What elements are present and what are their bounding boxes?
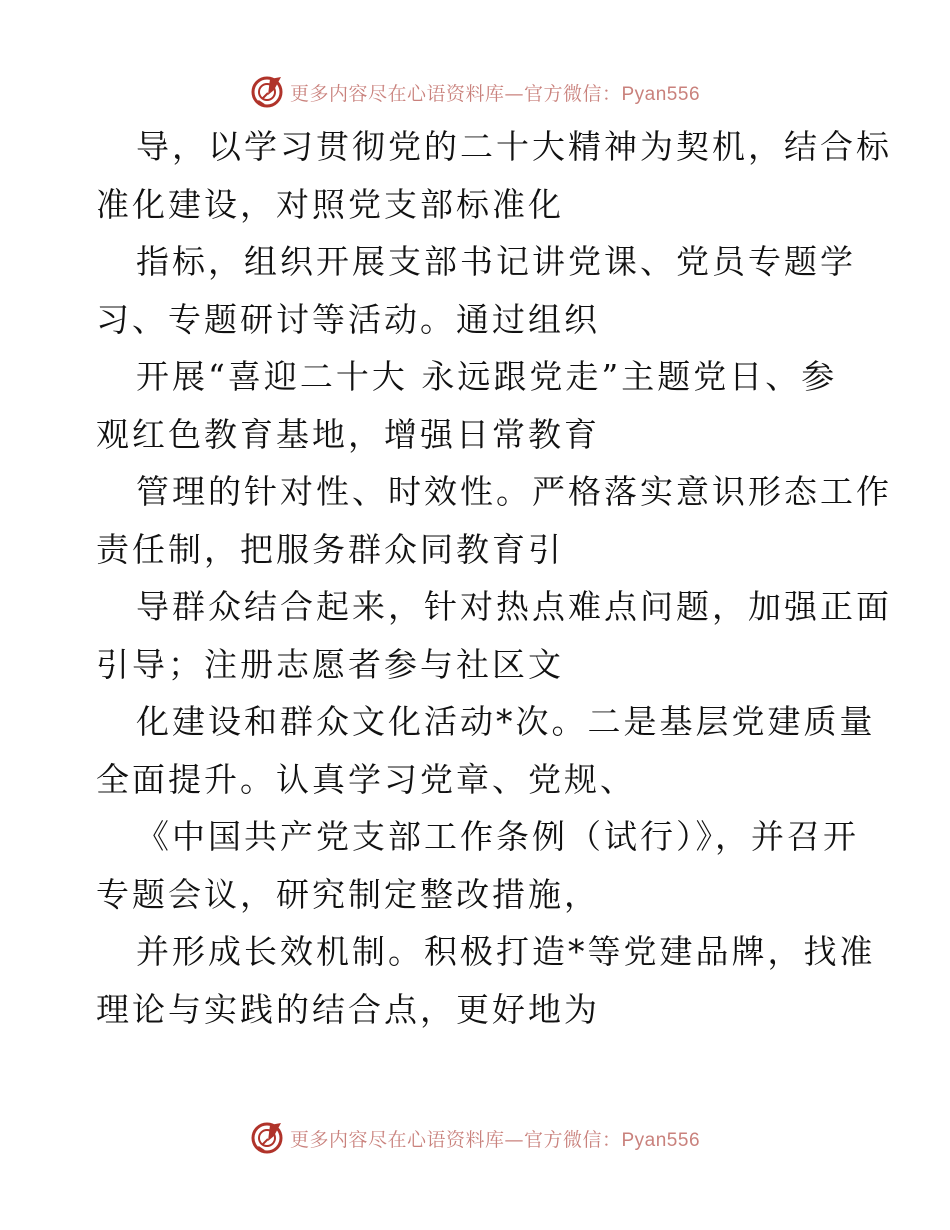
- paragraph-line: 引导；注册志愿者参与社区文: [96, 644, 564, 684]
- paragraph-5: [96, 578, 892, 693]
- paragraph-line: 专题会议，研究制定整改措施，: [96, 874, 600, 914]
- paragraph-line: 责任制，把服务群众同教育引: [96, 529, 564, 569]
- paragraph-line: 化建设和群众文化活动*次。二是基层党建质量: [136, 702, 876, 741]
- quill-logo-icon: [250, 1121, 284, 1155]
- paragraph-3: [96, 348, 866, 463]
- paragraph-1: [96, 118, 892, 233]
- paragraph-4: [96, 463, 892, 578]
- paragraph-7: [96, 808, 866, 923]
- paragraph-line: 指标，组织开展支部书记讲党课、党员专题学: [136, 242, 856, 281]
- paragraph-line: 全面提升。认真学习党章、党规、: [96, 759, 636, 799]
- paragraph-line: 理论与实践的结合点，更好地为: [96, 989, 600, 1029]
- document-body: [96, 118, 892, 1038]
- header-brand-label: 更多内容尽在心语资料库—官方微信：: [289, 82, 622, 105]
- quill-logo-icon: [250, 75, 284, 109]
- header-wechat-id: Pyan556: [621, 83, 701, 105]
- footer-brand-label: 更多内容尽在心语资料库—官方微信：: [289, 1128, 622, 1151]
- paragraph-line: 习、专题研讨等活动。通过组织: [96, 299, 600, 339]
- paragraph-line: 观红色教育基地，增强日常教育: [96, 414, 600, 454]
- footer-brand-text: [290, 1125, 700, 1152]
- paragraph-line: 导群众结合起来，针对热点难点问题，加强正面: [136, 587, 892, 626]
- header-brand-text: [290, 79, 700, 106]
- paragraph-6: [96, 693, 876, 808]
- paragraph-line: 准化建设，对照党支部标准化: [96, 184, 564, 224]
- page-header-watermark: [0, 72, 950, 112]
- paragraph-8: [96, 923, 876, 1038]
- paragraph-line: 《中国共产党支部工作条例（试行）》，并召开: [136, 817, 859, 856]
- footer-wechat-id: Pyan556: [621, 1129, 701, 1151]
- paragraph-2: [96, 233, 866, 348]
- page-footer-watermark: [0, 1118, 950, 1158]
- paragraph-line: 并形成长效机制。积极打造*等党建品牌，找准: [136, 932, 876, 971]
- paragraph-line: 管理的针对性、时效性。严格落实意识形态工作: [136, 472, 892, 511]
- paragraph-line: 导，以学习贯彻党的二十大精神为契机，结合标: [136, 127, 892, 166]
- paragraph-line: 开展“喜迎二十大 永远跟党走”主题党日、参: [136, 357, 838, 396]
